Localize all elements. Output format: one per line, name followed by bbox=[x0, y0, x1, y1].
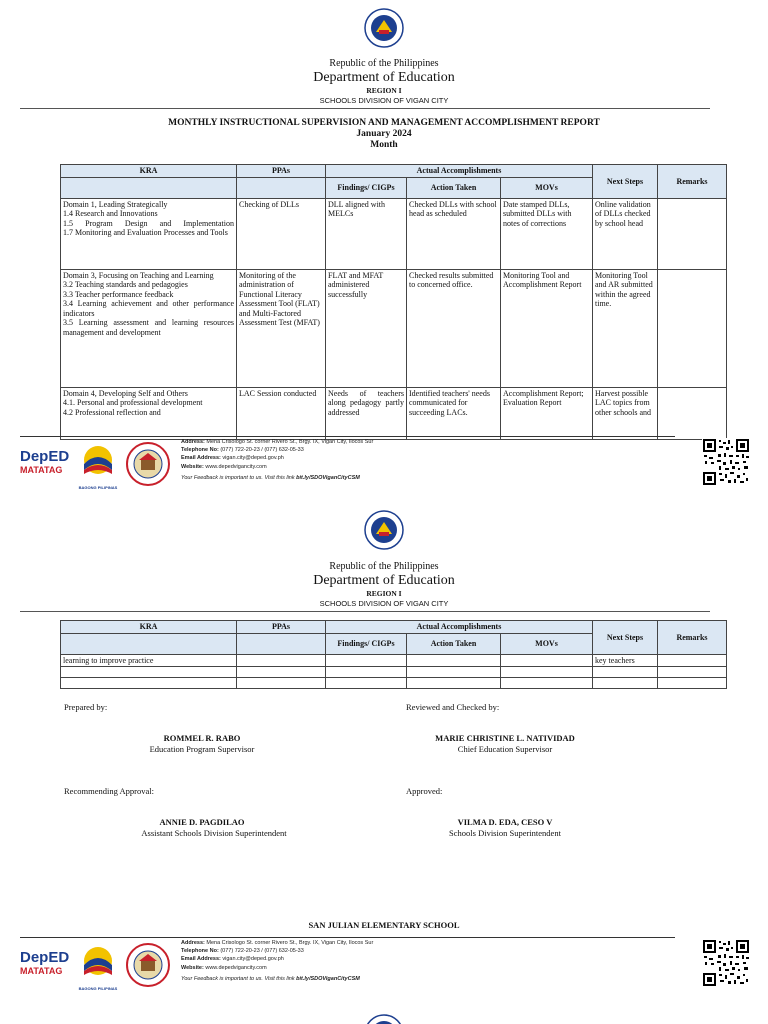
action-cell: Identified teachers' needs communicated for succeeding LACs. bbox=[407, 387, 501, 439]
ppas-cell: Checking of DLLs bbox=[237, 198, 326, 269]
movs-cell bbox=[501, 678, 593, 689]
header-action: Action Taken bbox=[407, 633, 501, 654]
ppas-cell bbox=[237, 667, 326, 678]
header-findings: Findings/ CIGPs bbox=[326, 177, 407, 198]
republic-text: Republic of the Philippines bbox=[329, 561, 439, 572]
report-page-2 bbox=[0, 500, 768, 1024]
header-ppas-blank bbox=[237, 633, 326, 654]
remarks-cell bbox=[658, 667, 727, 678]
action-cell: Checked results submitted to concerned office. bbox=[407, 269, 501, 387]
header-kra-blank bbox=[61, 177, 237, 198]
page-footer bbox=[0, 436, 768, 496]
table-row bbox=[61, 678, 727, 689]
action-cell: Checked DLLs with school head as scheduled bbox=[407, 198, 501, 269]
next-steps-cell bbox=[593, 667, 658, 678]
prepared-by-name: ROMMEL R. RABO bbox=[163, 733, 241, 743]
remarks-cell bbox=[658, 387, 727, 439]
movs-cell bbox=[501, 667, 593, 678]
deped-matatag-logo: DepED MATATAG bbox=[20, 949, 70, 976]
header-actual: Actual Accomplishments bbox=[326, 621, 593, 634]
header-kra: KRA bbox=[61, 621, 237, 634]
contact-details: Address: Mena Crisologo St. corner Rivero St., Brgy. IX, Vigan City, Ilocos Sur Telephone No: (077) 722-20-23 / (077) 632-05-33 Email Address: vigan.city@deped.gov.ph Website: www.depedvigancity.com Your Feedback is important to us. Visit this link bit.ly/SDOViganCityCSM bbox=[181, 439, 374, 481]
reviewed-by-position: Chief Education Supervisor bbox=[457, 744, 553, 754]
report-period-label: Month bbox=[370, 140, 398, 150]
header-remarks: Remarks bbox=[658, 165, 727, 199]
division-text: SCHOOLS DIVISION OF VIGAN CITY bbox=[319, 599, 449, 608]
kra-cell: Domain 3, Focusing on Teaching and Learning 3.2 Teaching standards and pedagogies 3.3 Teacher performance feedback 3.4 Learning achievement and other performance indicators 3.5 Learning assessment and learning resources management and development bbox=[61, 269, 237, 387]
deped-seal-icon bbox=[364, 510, 404, 550]
movs-cell bbox=[501, 654, 593, 667]
remarks-cell bbox=[658, 654, 727, 667]
ppas-cell: Monitoring of the administration of Functional Literacy Assessment Tool (FLAT) and Multi-Factored Assessment Test (MFAT) bbox=[237, 269, 326, 387]
report-page-1 bbox=[0, 0, 768, 500]
region-text: REGION I bbox=[366, 589, 402, 598]
header-ppas: PPAs bbox=[237, 621, 326, 634]
footer-divider bbox=[20, 937, 675, 938]
header-kra-blank bbox=[61, 633, 237, 654]
approved-position: Schools Division Superintendent bbox=[449, 828, 561, 838]
kra-cell bbox=[61, 667, 237, 678]
remarks-cell bbox=[658, 269, 727, 387]
next-steps-cell: Harvest possible LAC topics from other schools and bbox=[593, 387, 658, 439]
header-next-steps: Next Steps bbox=[593, 165, 658, 199]
header-movs: MOVs bbox=[501, 633, 593, 654]
header-next-steps: Next Steps bbox=[593, 621, 658, 655]
accomplishment-table-continued bbox=[60, 620, 727, 689]
bagong-pilipinas-logo: BAGONG PILIPINAS bbox=[76, 444, 120, 488]
republic-text: Republic of the Philippines bbox=[329, 58, 439, 69]
header-remarks: Remarks bbox=[658, 621, 727, 655]
school-name: SAN JULIAN ELEMENTARY SCHOOL bbox=[308, 920, 460, 930]
next-steps-cell: Monitoring Tool and AR submitted within the agreed time. bbox=[593, 269, 658, 387]
header-divider bbox=[20, 108, 710, 109]
reviewed-by-name: MARIE CHRISTINE L. NATIVIDAD bbox=[435, 733, 575, 743]
report-title: MONTHLY INSTRUCTIONAL SUPERVISION AND MANAGEMENT ACCOMPLISHMENT REPORT bbox=[168, 118, 600, 128]
table-row bbox=[61, 269, 727, 387]
remarks-cell bbox=[658, 198, 727, 269]
division-text: SCHOOLS DIVISION OF VIGAN CITY bbox=[319, 96, 449, 105]
region-text: REGION I bbox=[366, 86, 402, 95]
header-kra: KRA bbox=[61, 165, 237, 178]
deped-seal-icon bbox=[364, 8, 404, 48]
table-row bbox=[61, 387, 727, 439]
action-cell bbox=[407, 678, 501, 689]
department-text: Department of Education bbox=[313, 573, 455, 588]
bagong-pilipinas-icon bbox=[76, 444, 120, 480]
movs-cell: Accomplishment Report; Evaluation Report bbox=[501, 387, 593, 439]
prepared-by-position: Education Program Supervisor bbox=[149, 744, 255, 754]
table-row bbox=[61, 667, 727, 678]
findings-cell bbox=[326, 678, 407, 689]
qr-code-icon bbox=[702, 939, 750, 987]
bagong-pilipinas-icon bbox=[76, 945, 120, 981]
kra-cell: learning to improve practice bbox=[61, 654, 237, 667]
ppas-cell bbox=[237, 654, 326, 667]
kra-cell: Domain 4, Developing Self and Others 4.1. Personal and professional development 4.2 Professional reflection and bbox=[61, 387, 237, 439]
next-steps-cell: key teachers bbox=[593, 654, 658, 667]
footer-divider bbox=[20, 436, 675, 437]
ppas-cell bbox=[237, 678, 326, 689]
header-ppas-blank bbox=[237, 177, 326, 198]
kra-cell: Domain 1, Leading Strategically 1.4 Research and Innovations 1.5 Program Design and Implementation 1.7 Monitoring and Evaluation Processes and Tools bbox=[61, 198, 237, 269]
department-text: Department of Education bbox=[313, 70, 455, 85]
header-actual: Actual Accomplishments bbox=[326, 165, 593, 178]
bagong-pilipinas-logo: BAGONG PILIPINAS bbox=[76, 945, 120, 989]
action-cell bbox=[407, 667, 501, 678]
ppas-cell: LAC Session conducted bbox=[237, 387, 326, 439]
kra-cell bbox=[61, 678, 237, 689]
approved-name: VILMA D. EDA, CESO V bbox=[457, 817, 553, 827]
findings-cell bbox=[326, 667, 407, 678]
accomplishment-table bbox=[60, 164, 727, 440]
findings-cell: DLL aligned with MELCs bbox=[326, 198, 407, 269]
movs-cell: Monitoring Tool and Accomplishment Report bbox=[501, 269, 593, 387]
division-seal-icon bbox=[126, 943, 170, 987]
findings-cell: Needs of teachers along pedagogy partly addressed bbox=[326, 387, 407, 439]
header-action: Action Taken bbox=[407, 177, 501, 198]
deped-matatag-logo: DepED MATATAG bbox=[20, 448, 70, 475]
header-findings: Findings/ CIGPs bbox=[326, 633, 407, 654]
movs-cell: Date stamped DLLs, submitted DLLs with notes of corrections bbox=[501, 198, 593, 269]
feedback-link[interactable]: bit.ly/SDOViganCityCSM bbox=[296, 975, 360, 982]
next-steps-cell: Online validation of DLLs checked by school head bbox=[593, 198, 658, 269]
table-row bbox=[61, 654, 727, 667]
page-footer bbox=[0, 937, 768, 997]
feedback-link[interactable]: bit.ly/SDOViganCityCSM bbox=[296, 474, 360, 481]
qr-code-icon bbox=[702, 438, 750, 486]
reviewed-by-label: Reviewed and Checked by: bbox=[406, 702, 500, 712]
findings-cell: FLAT and MFAT administered successfully bbox=[326, 269, 407, 387]
contact-details: Address: Mena Crisologo St. corner Rivero St., Brgy. IX, Vigan City, Ilocos Sur Telephone No: (077) 722-20-23 / (077) 632-05-33 Email Address: vigan.city@deped.gov.ph Website: www.depedvigancity.com Your Feedback is important to us. Visit this link bit.ly/SDOViganCityCSM bbox=[181, 940, 374, 982]
report-period: January 2024 bbox=[356, 129, 412, 139]
findings-cell bbox=[326, 654, 407, 667]
header-divider bbox=[20, 611, 710, 612]
action-cell bbox=[407, 654, 501, 667]
next-steps-cell bbox=[593, 678, 658, 689]
table-row bbox=[61, 198, 727, 269]
next-page-seal-icon bbox=[364, 1014, 404, 1024]
recommending-name: ANNIE D. PAGDILAO bbox=[159, 817, 245, 827]
prepared-by-label: Prepared by: bbox=[64, 702, 108, 712]
division-seal-icon bbox=[126, 442, 170, 486]
header-ppas: PPAs bbox=[237, 165, 326, 178]
approved-label: Approved: bbox=[406, 786, 443, 796]
header-movs: MOVs bbox=[501, 177, 593, 198]
recommending-position: Assistant Schools Division Superintendent bbox=[141, 828, 287, 838]
recommending-label: Recommending Approval: bbox=[64, 786, 154, 796]
remarks-cell bbox=[658, 678, 727, 689]
